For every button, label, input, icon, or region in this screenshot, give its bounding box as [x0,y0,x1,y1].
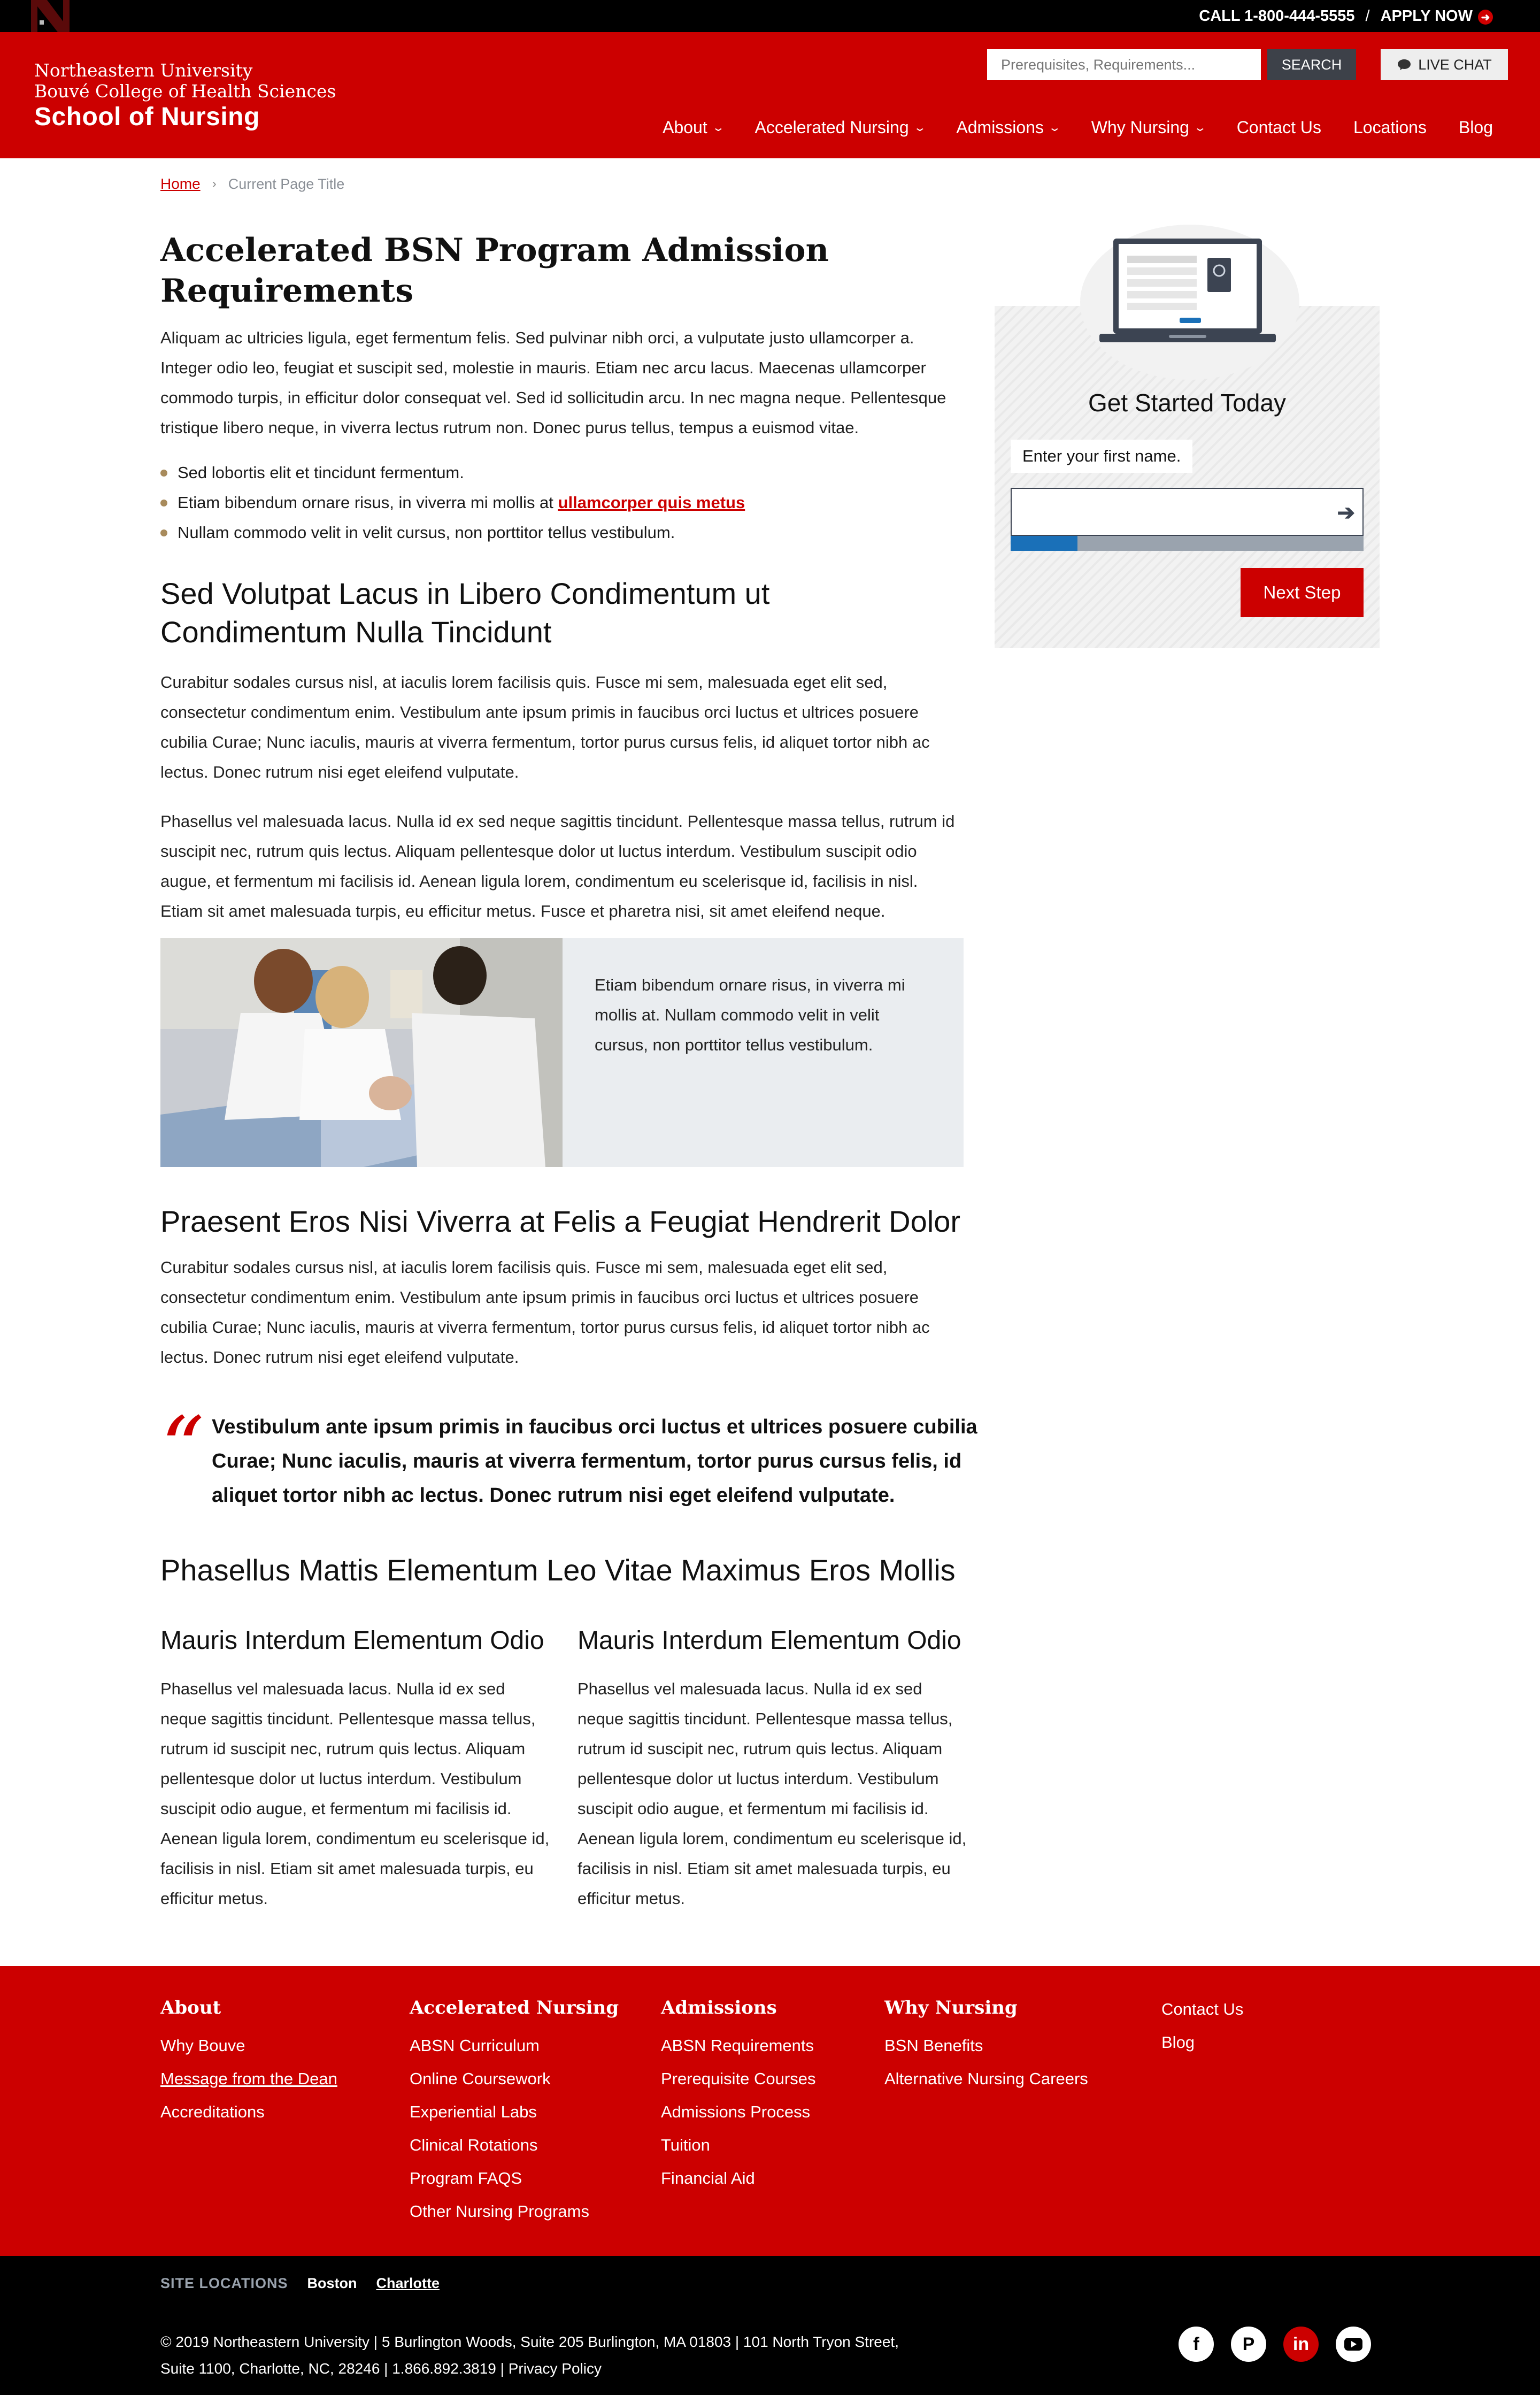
breadcrumb-home-link[interactable]: Home [160,175,201,192]
linkedin-icon[interactable]: in [1283,2327,1319,2362]
footer-link[interactable]: ABSN Curriculum [410,2036,540,2055]
site-header [0,32,1540,158]
body-paragraph: Curabitur sodales cursus nisl, at iaculis lorem facilisis quis. Fusce mi sem, malesuada eget elit sed, consectetur condimentum enim. Vestibulum ante ipsum primis in faucibus orci luctus et ultrices posuere cubilia Curae; Nunc iaculis, mauris at viverra fermentum, tortor purus cursus felis, id aliquet tortor nibh ac lectus. Donec rutrum nisi eget eleifend vulputate. [160,673,930,781]
section-2 [160,1202,962,1372]
quote-text: Vestibulum ante ipsum primis in faucibus orci luctus et ultrices posuere cubilia Curae; Nunc iaculis, mauris at viverra fermentum, tortor purus cursus felis, id aliquet tortor nibh ac lectus. Donec rutrum nisi eget eleifend vulputate. [212,1416,977,1507]
footer-link[interactable]: BSN Benefits [884,2036,983,2055]
footer-link[interactable]: Experiential Labs [410,2102,537,2121]
column-heading: Mauris Interdum Elementum Odio [578,1626,961,1655]
nav-item-locations[interactable] [1353,118,1427,137]
nav-item-about[interactable] [663,118,725,137]
section-3 [160,1551,962,1590]
logo-school: School of Nursing [34,103,260,131]
footer-link[interactable]: Accreditations [160,2102,265,2121]
chevron-down-icon: ⌄ [913,122,927,134]
arrow-right-icon[interactable]: ➔ [1337,501,1355,525]
footer-link[interactable]: Clinical Rotations [410,2136,538,2154]
nav-label: Blog [1458,118,1493,137]
form-title: Get Started Today [1088,389,1286,417]
get-started-form [995,225,1380,648]
inline-link[interactable]: ullamcorper quis metus [558,493,745,512]
site-locations [160,2275,440,2292]
nav-label: Locations [1353,118,1427,137]
footer-link[interactable]: ABSN Requirements [661,2036,814,2055]
footer-heading[interactable]: Accelerated Nursing [410,1997,619,2018]
footer-link[interactable]: Message from the Dean [160,2069,337,2088]
column-text: Phasellus vel malesuada lacus. Nulla id ex sed neque sagittis tincidunt. Pellentesque massa tellus, rutrum id suscipit nec, rutrum quis lectus. Aliquam pellentesque dolor ut luctus interdum. Vestibulum suscipit odio augue, et fermentum mi facilisis id. Aenean ligula lorem, condimentum eu scelerisque id, facilisis in nisl. Etiam sit amet malesuada turpis, eu efficitur metus. [160,1679,550,1908]
next-step-button[interactable]: Next Step [1241,568,1364,617]
nursing-students-photo [160,938,563,1167]
apply-now-label: APPLY NOW [1380,7,1473,25]
youtube-icon[interactable] [1336,2327,1371,2362]
logo-university: Northeastern University [34,60,253,81]
nav-item-accelerated-nursing[interactable] [754,118,927,137]
facebook-icon[interactable]: f [1179,2327,1214,2362]
section-heading: Phasellus Mattis Elementum Leo Vitae Maximus Eros Mollis [160,1553,956,1587]
chevron-right-icon: › [212,176,217,191]
footer-link[interactable]: Other Nursing Programs [410,2202,589,2221]
footer-link[interactable]: Admissions Process [661,2102,811,2121]
footer-heading[interactable]: Admissions [661,1997,777,2018]
search-button[interactable]: SEARCH [1267,49,1356,80]
footer-col-nursing [410,1996,619,2228]
footer-link[interactable]: Contact Us [1161,2000,1244,2018]
footer-link[interactable]: Tuition [661,2136,710,2154]
site-charlotte-link[interactable]: Charlotte [376,2275,440,2291]
nav-label: Why Nursing [1091,118,1189,137]
nav-label: About [663,118,707,137]
form-progress-bar [1011,536,1364,551]
chevron-down-icon: ⌄ [711,122,725,134]
live-chat-button[interactable] [1381,49,1508,80]
nav-item-admissions[interactable] [956,118,1059,137]
column-heading: Mauris Interdum Elementum Odio [160,1626,544,1655]
call-link[interactable]: CALL 1-800-444-5555 [1199,7,1355,25]
breadcrumb-current: Current Page Title [228,175,345,192]
footer-link[interactable]: Prerequisite Courses [661,2069,816,2088]
site-boston-link[interactable]: Boston [307,2275,357,2291]
pull-quote [160,1398,1016,1513]
section-heading: Praesent Eros Nisi Viverra at Felis a Feugiat Hendrerit Dolor [160,1204,961,1238]
site-locations-label: SITE LOCATIONS [160,2275,288,2291]
form-progress-fill [1011,536,1077,551]
body-paragraph: Curabitur sodales cursus nisl, at iaculis lorem facilisis quis. Fusce mi sem, malesuada eget elit sed, consectetur condimentum enim. Vestibulum ante ipsum primis in faucibus orci luctus et ultrices posuere cubilia Curae; Nunc iaculis, mauris at viverra fermentum, tortor purus cursus felis, id aliquet tortor nibh ac lectus. Donec rutrum nisi eget eleifend vulputate. [160,1258,930,1367]
footer-col-admissions [661,1996,815,2195]
footer-link[interactable]: Program FAQS [410,2169,522,2187]
body-paragraph: Phasellus vel malesuada lacus. Nulla id ex sed neque sagittis tincidunt. Pellentesque massa tellus, rutrum id suscipit nec, rutrum quis lectus. Aliquam pellentesque dolor ut luctus interdum. Vestibulum suscipit odio augue, et fermentum mi facilisis id. Aenean ligula lorem, condimentum eu scelerisque id, facilisis in nisl. Etiam sit amet malesuada turpis, eu efficitur metus. Fusce et pharetra nisi, sit amet eleifend neque. [160,812,955,920]
nav-label: Contact Us [1236,118,1321,137]
footer-col-why-nursing [884,1996,1088,2095]
social-links [1179,2327,1371,2362]
list-item [160,488,962,518]
footer-heading[interactable]: About [160,1997,221,2018]
section-heading: Sed Volutpat Lacus in Libero Condimentum ut Condimentum Nulla Tincidunt [160,577,770,649]
bullet-list [160,458,962,548]
logo-college: Bouvé College of Health Sciences [34,81,336,102]
site-footer-bottom [0,2256,1540,2395]
live-chat-label: LIVE CHAT [1418,56,1492,73]
main-content [160,230,962,926]
site-logo[interactable] [34,60,336,133]
footer-heading[interactable]: Why Nursing [884,1997,1018,2018]
nav-label: Admissions [956,118,1044,137]
list-item: Sed lobortis elit et tincidunt fermentum. [160,458,962,488]
footer-link[interactable]: Financial Aid [661,2169,755,2187]
footer-col-about [160,1996,337,2129]
utility-separator: / [1365,7,1370,25]
column-right [578,1624,968,1914]
site-footer-nav [0,1966,1540,2256]
nav-label: Accelerated Nursing [754,118,909,137]
image-callout [160,938,964,1167]
footer-col-misc [1161,1993,1243,2059]
youtube-play-shape [1344,2338,1362,2351]
footer-link[interactable]: Blog [1161,2033,1195,2052]
laptop-form-icon [1099,232,1276,353]
nav-item-why-nursing[interactable] [1091,118,1205,137]
list-item: Nullam commodo velit in velit cursus, non porttitor tellus vestibulum. [160,518,962,548]
main-nav [630,118,1493,137]
chevron-down-icon: ⌄ [1048,122,1061,134]
image-caption: Etiam bibendum ornare risus, in viverra mi mollis at. Nullam commodo velit in velit cursus, non porttitor tellus vestibulum. [595,976,905,1054]
top-utility-bar [0,0,1540,32]
arrow-right-icon: ➜ [1478,10,1493,25]
pinterest-icon[interactable]: P [1231,2327,1266,2362]
search-input[interactable] [987,49,1261,80]
first-name-input[interactable] [1011,488,1364,536]
column-text: Phasellus vel malesuada lacus. Nulla id ex sed neque sagittis tincidunt. Pellentesque massa tellus, rutrum id suscipit nec, rutrum quis lectus. Aliquam pellentesque dolor ut luctus interdum. Vestibulum suscipit odio augue, et fermentum mi facilisis id. Aenean ligula lorem, condimentum eu scelerisque id, facilisis in nisl. Etiam sit amet malesuada turpis, eu efficitur metus. [578,1679,967,1908]
list-item-text: Etiam bibendum ornare risus, in viverra mi mollis at [178,493,558,512]
apply-now-link[interactable] [1381,7,1493,25]
footer-link[interactable]: Online Coursework [410,2069,551,2088]
nav-item-blog[interactable] [1459,118,1493,137]
breadcrumb [160,175,344,193]
footer-link[interactable]: Alternative Nursing Careers [884,2069,1088,2088]
nav-item-contact-us[interactable] [1237,118,1321,137]
chat-bubble-icon [1397,58,1412,71]
intro-paragraph: Aliquam ac ultricies ligula, eget fermentum felis. Sed pulvinar nibh orci, a vulputate justo ullamcorper a. Integer odio leo, feugiat et suscipit sed, molestie in mauris. Etiam nec arcu lacus. Maecenas ullamcorper commodo turpis, in efficitur dolor consequat vel. Sed id sollicitudin arcu. In nec magna neque. Pellentesque tristique libero neque, in viverra lectus rutrum non. Donec purus tellus, tempus a euismod vitae. [160,328,946,437]
chevron-down-icon: ⌄ [1193,122,1207,134]
quote-mark-icon: “ [160,1398,204,1498]
utility-links [1199,0,1493,32]
column-left [160,1624,551,1914]
footer-link[interactable]: Why Bouve [160,2036,245,2055]
form-prompt: Enter your first name. [1011,440,1192,473]
copyright-text: © 2019 Northeastern University | 5 Burlington Woods, Suite 205 Burlington, MA 01803 | 101 North Tryon Street, Suite 1100, Charlotte, NC, 28246 | 1.866.892.3819 | Privacy Policy [160,2333,899,2377]
university-seal-icon [26,0,75,32]
page-title: Accelerated BSN Program Admission Requirements [160,232,829,310]
